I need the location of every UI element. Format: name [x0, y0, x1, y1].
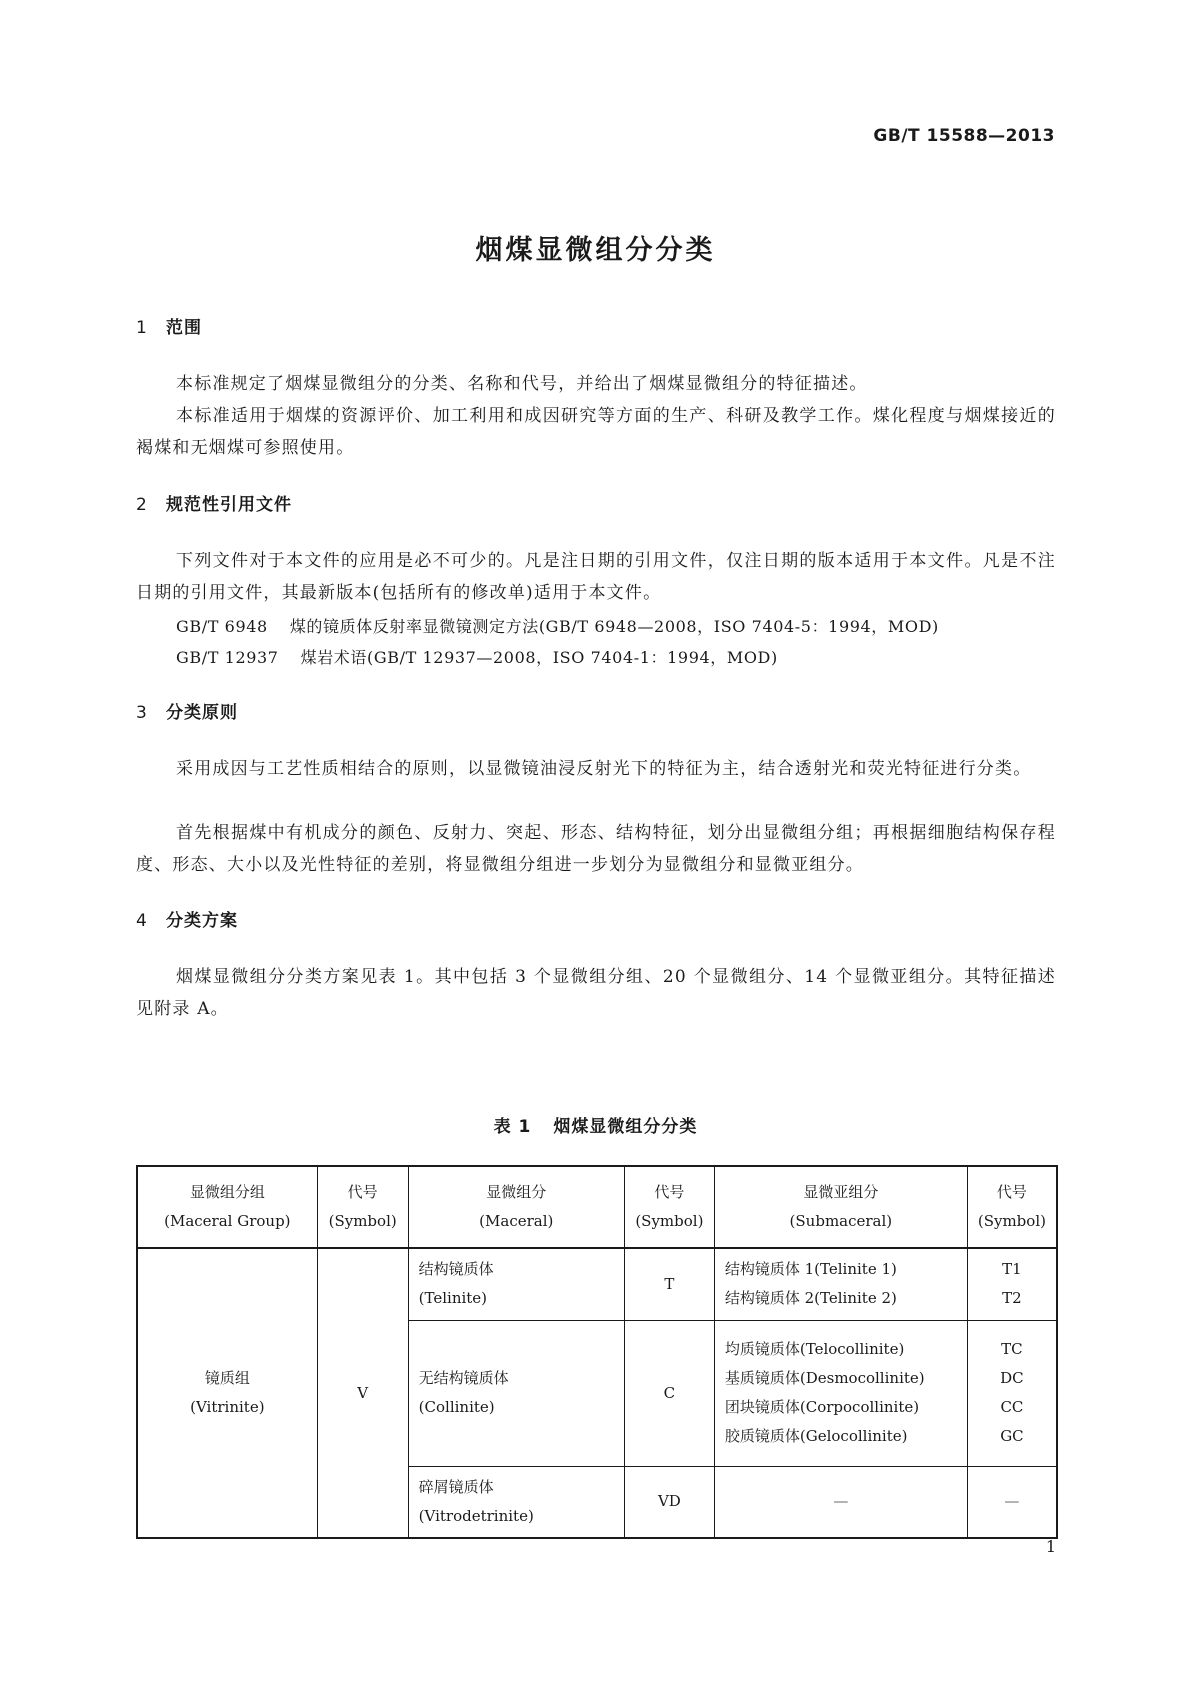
group-cell: 镜质组 (Vitrinite) [137, 1248, 317, 1538]
section-4-paragraph-1: 烟煤显微组分分类方案见表 1。其中包括 3 个显微组分组、20 个显微组分、14 个显微亚组分。其特征描述见附录 A。 [136, 967, 1056, 1019]
section-4-heading [136, 906, 238, 931]
table-header-row [137, 1166, 1057, 1248]
reference-item [176, 614, 939, 637]
maceral-cell: 碎屑镜质体 (Vitrodetrinite) [408, 1466, 624, 1538]
section-3-heading [136, 698, 238, 723]
document-title: 烟煤显微组分分类 [475, 235, 716, 266]
header-cell-maceral: 显微组分 (Maceral) [408, 1166, 624, 1248]
maceral-classification-table [136, 1165, 1058, 1539]
section-number: 2 [136, 495, 148, 515]
submaceral-symbol-cell: T1 T2 [967, 1248, 1057, 1320]
table-caption-title: 烟煤显微组分分类 [553, 1117, 698, 1137]
reference-title: 煤的镜质体反射率显微镜测定方法(GB/T 6948—2008，ISO 7404-5：1994，MOD) [289, 617, 939, 636]
section-number: 3 [136, 703, 148, 723]
maceral-symbol-cell: VD [624, 1466, 714, 1538]
submaceral-cell: 均质镜质体(Telocollinite) 基质镜质体(Desmocollinite) 团块镜质体(Corpocollinite) 胶质镜质体(Gelocollinite) [714, 1320, 967, 1466]
submaceral-symbol-cell: — [967, 1466, 1057, 1538]
section-title: 分类原则 [166, 703, 238, 723]
maceral-cell: 结构镜质体 (Telinite) [408, 1248, 624, 1320]
section-title: 范围 [166, 318, 202, 338]
section-number: 4 [136, 911, 148, 931]
reference-title: 煤岩术语(GB/T 12937—2008，ISO 7404-1：1994，MOD) [300, 648, 778, 667]
table-caption-label: 表 1 [493, 1117, 532, 1137]
maceral-cell: 无结构镜质体 (Collinite) [408, 1320, 624, 1466]
submaceral-cell: — [714, 1466, 967, 1538]
header-cell-symbol: 代号 (Symbol) [317, 1166, 408, 1248]
section-1-heading [136, 313, 202, 338]
header-cell-submaceral: 显微亚组分 (Submaceral) [714, 1166, 967, 1248]
section-3-paragraph-1: 采用成因与工艺性质相结合的原则，以显微镜油浸反射光下的特征为主，结合透射光和荧光特征进行分类。 [176, 759, 1032, 779]
table-caption [0, 1112, 1191, 1137]
maceral-symbol-cell: C [624, 1320, 714, 1466]
header-cell-symbol: 代号 (Symbol) [967, 1166, 1057, 1248]
table-row [137, 1248, 1057, 1320]
group-symbol-cell: V [317, 1248, 408, 1538]
page-number: 1 [1045, 1537, 1056, 1556]
submaceral-cell: 结构镜质体 1(Telinite 1) 结构镜质体 2(Telinite 2) [714, 1248, 967, 1320]
section-title: 规范性引用文件 [166, 495, 292, 515]
standard-code: GB/T 15588—2013 [873, 126, 1055, 146]
reference-item [176, 645, 778, 668]
header-cell-symbol: 代号 (Symbol) [624, 1166, 714, 1248]
header-cell-maceral-group: 显微组分组 (Maceral Group) [137, 1166, 317, 1248]
section-1-paragraph-1: 本标准规定了烟煤显微组分的分类、名称和代号，并给出了烟煤显微组分的特征描述。 [176, 374, 868, 394]
reference-code: GB/T 12937 [176, 648, 279, 667]
submaceral-symbol-cell: TC DC CC GC [967, 1320, 1057, 1466]
section-2-heading [136, 490, 292, 515]
section-2-paragraph-1: 下列文件对于本文件的应用是必不可少的。凡是注日期的引用文件，仅注日期的版本适用于本文件。凡是不注日期的引用文件，其最新版本(包括所有的修改单)适用于本文件。 [136, 551, 1056, 603]
section-title: 分类方案 [166, 911, 238, 931]
section-3-paragraph-2: 首先根据煤中有机成分的颜色、反射力、突起、形态、结构特征，划分出显微组分组；再根据细胞结构保存程度、形态、大小以及光性特征的差别，将显微组分组进一步划分为显微组分和显微亚组分。 [136, 823, 1056, 875]
section-number: 1 [136, 318, 148, 338]
maceral-symbol-cell: T [624, 1248, 714, 1320]
section-1-paragraph-2: 本标准适用于烟煤的资源评价、加工利用和成因研究等方面的生产、科研及教学工作。煤化程度与烟煤接近的褐煤和无烟煤可参照使用。 [136, 406, 1056, 458]
reference-code: GB/T 6948 [176, 617, 268, 636]
